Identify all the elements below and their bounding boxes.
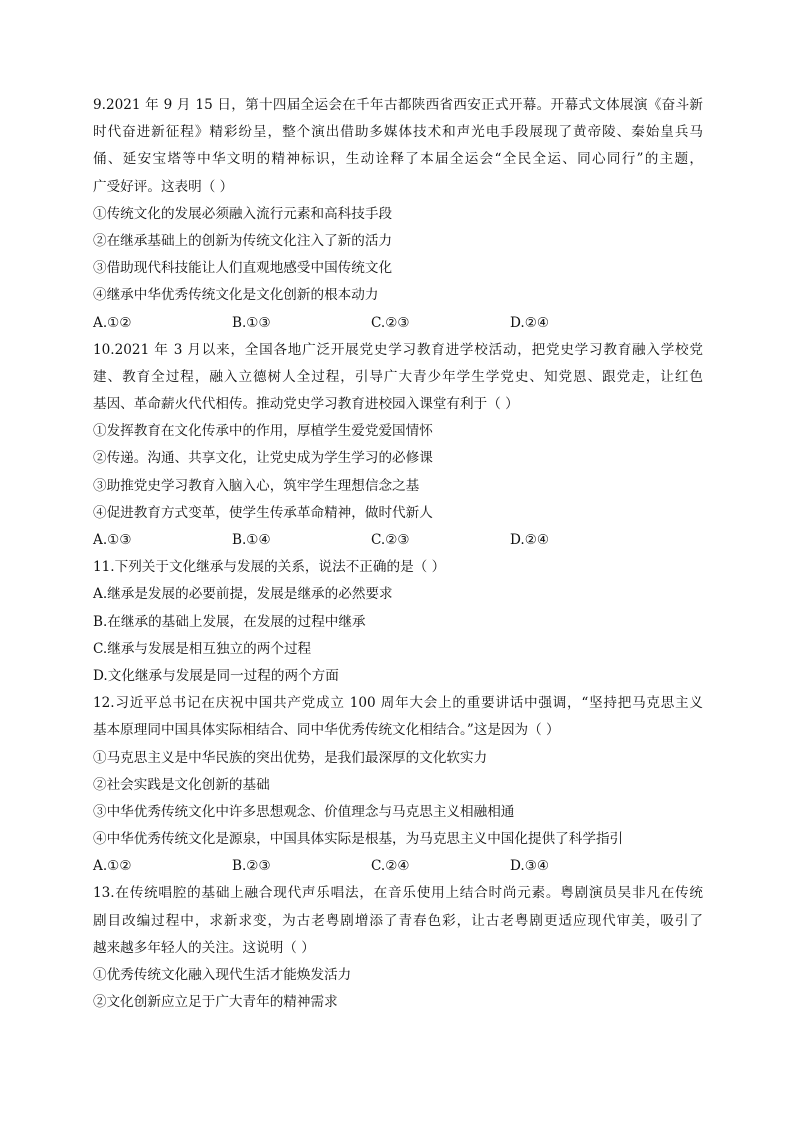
statement: ④继承中华优秀传统文化是文化创新的根本动力 <box>93 287 379 304</box>
question-12 <box>93 690 703 880</box>
option-line: D.文化继承与发展是同一过程的两个方面 <box>93 667 339 684</box>
option-d: D.②④ <box>510 314 550 331</box>
question-11 <box>93 554 703 690</box>
statement: ②传递。沟通、共享文化，让党史成为学生学习的必修课 <box>93 450 433 467</box>
answer-options <box>93 310 703 337</box>
option-line: C.继承与发展是相互独立的两个过程 <box>93 640 312 657</box>
answer-options <box>93 853 703 880</box>
question-stem-line: 13.在传统唱腔的基础上融合现代声乐唱法，在音乐使用上结合时尚元素。粤剧演员吴非凡在传统 <box>93 885 703 902</box>
question-stem-line: 建、教育全过程，融入立德树人全过程，引导广大青少年学生学党史、知党恩、跟党走，让红色 <box>93 368 703 385</box>
exam-page <box>93 92 703 1016</box>
question-stem-line: 俑、延安宝塔等中华文明的精神标识，生动诠释了本届全运会“全民全运、同心同行”的主题， <box>93 151 703 168</box>
statement: ③中华优秀传统文化中许多思想观念、价值理念与马克思主义相融相通 <box>93 803 515 820</box>
question-13 <box>93 880 703 1016</box>
option-a: A.①② <box>93 858 132 875</box>
option-a: A.①② <box>93 314 132 331</box>
statement: ①马克思主义是中华民族的突出优势，是我们最深厚的文化软实力 <box>93 749 488 766</box>
answer-options <box>93 527 703 554</box>
option-b: B.①④ <box>232 532 271 548</box>
question-stem-line: 剧目改编过程中，求新求变，为古老粤剧增添了青春色彩，让古老粤剧更适应现代审美，吸引了 <box>93 912 703 929</box>
question-stem-line: 越来越多年轻人的关注。这说明（ ） <box>93 939 315 956</box>
statement: ②社会实践是文化创新的基础 <box>93 776 270 793</box>
question-stem-line: 10.2021 年 3 月以来，全国各地广泛开展党史学习教育进学校活动，把党史学习教育融入学校党 <box>93 341 703 358</box>
option-c: C.②③ <box>371 532 410 548</box>
option-line: B.在继承的基础上发展，在发展的过程中继承 <box>93 613 366 630</box>
statement: ③借助现代科技能让人们直观地感受中国传统文化 <box>93 260 393 277</box>
question-stem-line: 广受好评。这表明（ ） <box>93 178 234 195</box>
question-stem-line: 基本原理同中国具体实际相结合、同中华优秀传统文化相结合。”这是因为（ ） <box>93 722 560 739</box>
option-b: B.①③ <box>232 314 271 331</box>
statement: ②在继承基础上的创新为传统文化注入了新的活力 <box>93 232 393 249</box>
option-d: D.②④ <box>510 532 550 548</box>
statement: ④促进教育方式变革，使学生传承革命精神，做时代新人 <box>93 504 433 521</box>
statement: ①传统文化的发展必须融入流行元素和高科技手段 <box>93 205 393 222</box>
option-d: D.③④ <box>510 858 550 875</box>
question-stem-line: 时代奋进新征程》精彩纷呈，整个演出借助多媒体技术和声光电手段展现了黄帝陵、秦始皇兵马 <box>93 124 703 141</box>
option-b: B.②③ <box>232 858 271 875</box>
statement: ④中华优秀传统文化是源泉，中国具体实际是根基，为马克思主义中国化提供了科学指引 <box>93 831 624 848</box>
question-stem-line: 基因、革命薪火代代相传。推动党史学习教育进校园入课堂有利于（ ） <box>93 396 519 413</box>
option-c: C.②④ <box>371 858 410 875</box>
statement: ②文化创新应立足于广大青年的精神需求 <box>93 994 338 1011</box>
question-stem-line: 9.2021 年 9 月 15 日，第十四届全运会在千年古都陕西省西安正式开幕。开幕式文体展演《奋斗新 <box>93 97 703 113</box>
statement: ①发挥教育在文化传承中的作用，厚植学生爱党爱国情怀 <box>93 423 433 440</box>
question-10 <box>93 337 703 555</box>
question-stem-line: 12.习近平总书记在庆祝中国共产党成立 100 周年大会上的重要讲话中强调，“坚持把马克思主义 <box>93 695 703 712</box>
statement: ①优秀传统文化融入现代生活才能焕发活力 <box>93 967 352 983</box>
statement: ③助推党史学习教育入脑入心，筑牢学生理想信念之基 <box>93 477 420 494</box>
option-a: A.①③ <box>93 532 132 548</box>
question-9 <box>93 92 703 337</box>
option-line: A.继承是发展的必要前提，发展是继承的必然要求 <box>93 586 393 603</box>
question-stem-line: 11.下列关于文化继承与发展的关系，说法不正确的是（ ） <box>93 559 446 576</box>
option-c: C.②③ <box>371 314 410 331</box>
